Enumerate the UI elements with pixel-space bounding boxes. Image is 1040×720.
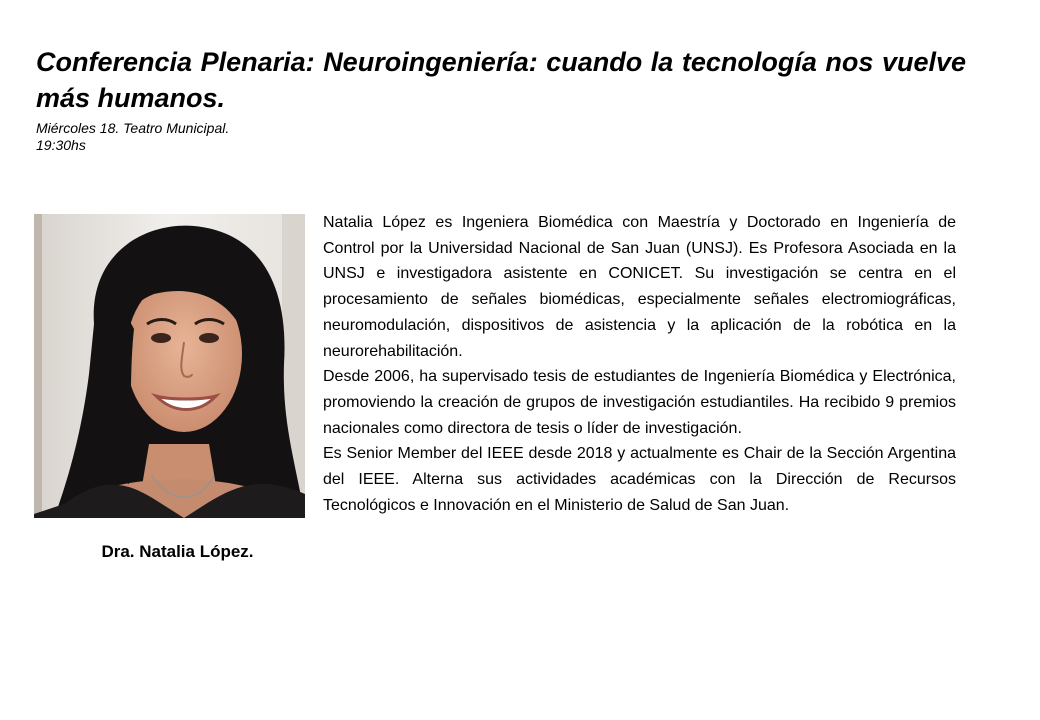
event-details: [36, 120, 229, 154]
speaker-name: Dra. Natalia López.: [101, 542, 254, 561]
page-title: [36, 44, 966, 116]
bio-paragraph: Es Senior Member del IEEE desde 2018 y actualmente es Chair de la Sección Argentina del IEEE. Alterna sus actividades académicas con la Dirección de Recursos Tecnológicos e Innovación en el Ministerio de Salud de San Juan.: [323, 445, 956, 514]
bio-paragraph: Desde 2006, ha supervisado tesis de estudiantes de Ingeniería Biomédica y Electrónica, promoviendo la creación de grupos de investigación estudiantiles. Ha recibido 9 premios nacionales como directora de tesis o líder de investigación.: [323, 368, 956, 437]
title-text: Neuroingeniería: cuando la tecnología nos vuelve más humanos.: [36, 47, 967, 113]
title-label: Conferencia Plenaria:: [36, 47, 315, 77]
speaker-photo: [34, 214, 305, 518]
event-date-place: Miércoles 18. Teatro Municipal.: [36, 120, 230, 136]
event-time: 19:30hs: [36, 137, 86, 153]
portrait-icon: [34, 214, 305, 518]
speaker-bio: [323, 210, 956, 518]
bio-paragraph: Natalia López es Ingeniera Biomédica con Maestría y Doctorado en Ingeniería de Control por la Universidad Nacional de San Juan (UNSJ). Es Profesora Asociada en la UNSJ e investigadora asistente en CONICET. Su investigación se centra en el procesamiento de señales biomédicas, especialmente señales electromiográficas, neuromodulación, dispositivos de asistencia y la aplicación de la robótica en la neurorehabilitación.: [323, 214, 956, 360]
